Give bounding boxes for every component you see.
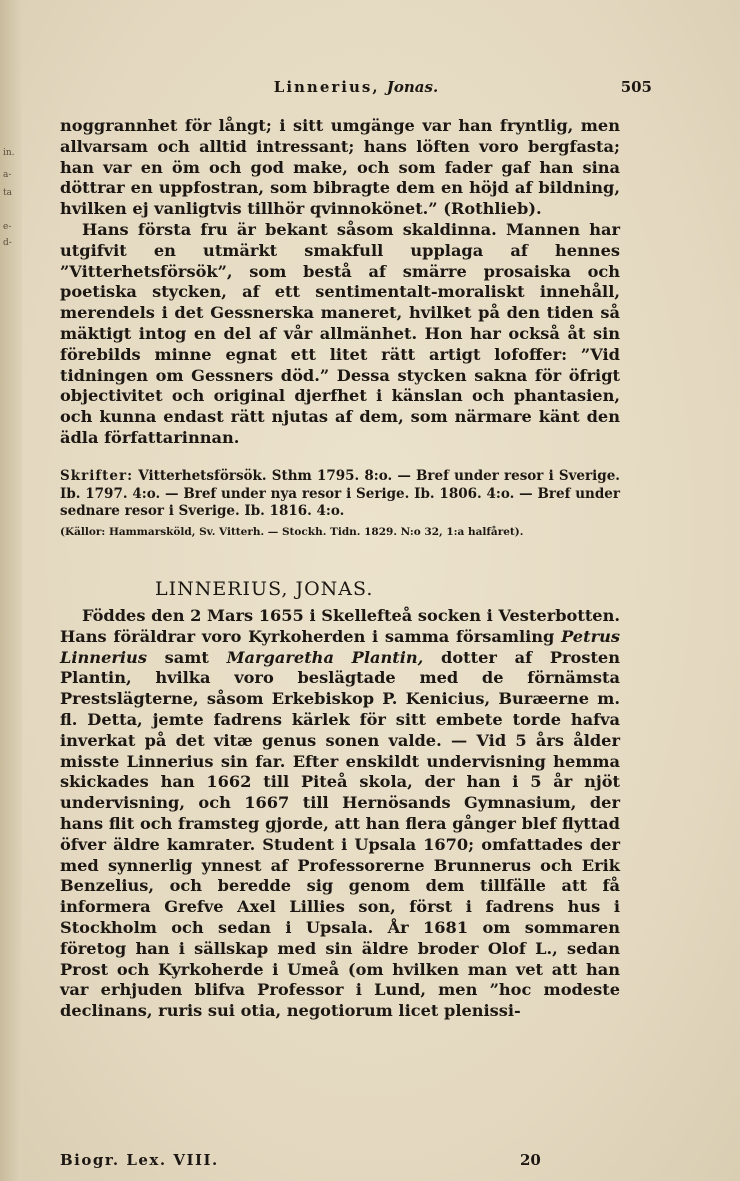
sheet-number: 20 (520, 1151, 541, 1169)
entry-text-part: Föddes den 2 Mars 1655 i Skellefteå socken i Vesterbotten. Hans föräldrar voro Kyrkoherden i samma församling (60, 606, 620, 646)
margin-mark: in. (3, 148, 15, 158)
bound-margin (0, 0, 22, 1181)
person-name: Petrus Linnerius (60, 626, 620, 667)
running-header (60, 78, 652, 100)
page-number: 505 (620, 78, 652, 96)
paragraph (60, 606, 620, 1022)
paragraph: noggrannhet för långt; i sitt umgänge var han fryntlig, men allvarsam och alltid intressant; hans löften voro bergfasta; han var en öm och god make, och som fader gaf han sina döttrar en uppfostran, som bibragte dem en höjd af bildning, hvilken ej vanligtvis tillhör qvinnokönet.” (Rothlieb). (60, 116, 620, 219)
running-head-name: Linnerius, (273, 78, 380, 96)
writings-label: Skrifter: (60, 468, 134, 484)
writings-text: Vitterhetsförsök. Sthm 1795. 8:o. — Bref under resor i Sverige. Ib. 1797. 4:o. — Bref under nya resor i Serige. Ib. 1806. 4:o. — Bref under sednare resor i Sverige. Ib. 1816. 4:o. (60, 468, 620, 519)
margin-mark: e- (3, 222, 12, 232)
sources-note (60, 525, 620, 539)
running-head-given-name: Jonas. (386, 78, 439, 96)
sources-label: (Källor: (60, 526, 106, 538)
margin-mark: d- (3, 238, 12, 248)
paragraph: Hans första fru är bekant såsom skaldinna. Mannen har utgifvit en utmärkt smakfull upplaga af hennes ”Vitterhetsförsök”, som bestå af smärre prosaiska och poetiska stycken, af ett sentimentalt-moraliskt innehåll, merendels i det Gessnerska maneret, hvilket på den tiden så mäktigt intog en del af vår allmänhet. Hon har också åt sin förebilds minne egnat ett litet rätt artigt lofoffer: ”Vid tidningen om Gessners död.” Dessa stycken sakna för öfrigt objectivitet och original djerfhet i känslan och phantasien, och kunna endast rätt njutas af dem, som närmare känt den ädla författarinnan. (60, 219, 620, 447)
entry-heading: LINNERIUS, JONAS. (155, 578, 374, 600)
running-head (60, 78, 652, 96)
margin-mark: ta (3, 188, 12, 198)
person-name: Margaretha Plantin, (226, 647, 424, 667)
entry-text (60, 606, 620, 1022)
sources-text: Hammarsköld, Sv. Vitterh. — Stockh. Tidn. 1829. N:o 32, 1:a halfåret). (108, 526, 524, 538)
signature-mark: Biogr. Lex. VIII. (60, 1151, 219, 1169)
previous-entry-text (60, 116, 620, 449)
margin-mark: a- (3, 170, 12, 180)
entry-text-part: samt (164, 647, 209, 667)
writings-list (60, 468, 620, 521)
entry-text-part: dotter af Prosten Plantin, hvilka voro beslägtade med de förnämsta Prestslägterne, såsom Erkebiskop P. Kenicius, Buræerne m. fl. Detta, jemte fadrens kärlek för sitt embete torde hafva inverkat på det vitæ genus sonen valde. — Vid 5 års ålder misste Linnerius sin far. Efter enskildt undervisning hemma skickades han 1662 till Piteå skola, der han i 5 år njöt undervisning, och 1667 till Hernösands Gymnasium, der hans flit och framsteg gjorde, att han flera gånger blef flyttad öfver äldre kamrater. Student i Upsala 1670; omfattades der med synnerlig ynnest af Professorerne Brunnerus och Erik Benzelius, och beredde sig genom dem tillfälle att få informera Grefve Axel Lillies son, först i fadrens hus i Stockholm och sedan i Upsala. År 1681 om sommaren företog han i sällskap med sin äldre broder Olof L., sedan Prost och Kyrkoherde i Umeå (om hvilken man vet att han var erhjuden blifva Professor i Lund, men ”hoc modeste declinans, ruris sui otia, negotiorum licet plenissi- (60, 647, 620, 1021)
